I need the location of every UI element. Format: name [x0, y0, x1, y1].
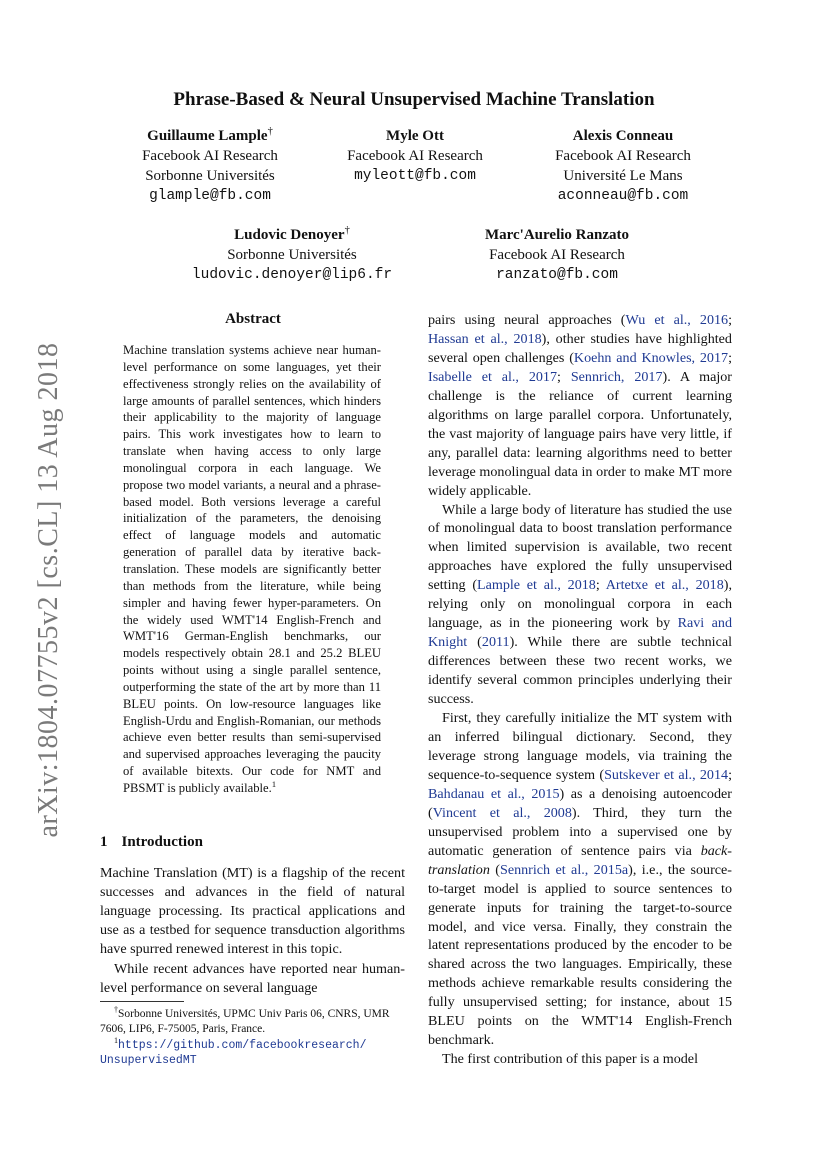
author-block [90, 126, 330, 206]
abstract-body: Machine translation systems achieve near human-level performance on some languages, yet their effectiveness strongly relies on the availability of large amounts of parallel sentences, which hinders their applicability to the majority of language pairs. This work investigates how to learn to translate when having access to only large monolingual corpora in each language. We propose two model variants, a neural and a phrase-based model. Both versions leverage a careful initialization of the parameters, the denoising effect of language models and automatic generation of parallel data by iterative back-translation. These models are significantly better than methods from the literature, while being simpler and having fewer hyper-parameters. On the widely used WMT'14 English-French and WMT'16 German-English benchmarks, our models respectively obtain 28.1 and 25.2 BLEU points without using a single parallel sentence, outperforming the state of the art by more than 11 BLEU points. On low-resource languages like English-Urdu and English-Romanian, our methods achieve even better results than semi-supervised and supervised approaches leveraging the paucity of available bitexts. Our code for NMT and PBSMT is publicly available. [123, 343, 381, 795]
citation-link[interactable]: Artetxe et al., 2018 [605, 577, 724, 594]
author-affiliation: Facebook AI Research [489, 247, 625, 263]
citation-link[interactable]: Isabelle et al., 2017 [428, 368, 558, 385]
citation-link[interactable]: Sennrich et al., 2015a [499, 861, 629, 878]
body-text: First, they carefully initialize the MT system with an inferred bilingual dictionary. Second, they leverage strong language models, via training the sequence-to-sequence system ( [428, 710, 732, 783]
author-block [503, 126, 743, 206]
intro-paragraph: Machine Translation (MT) is a flagship of the recent successes and advances in the field of natural language processing. Its practical applications and use as a testbed for sequence transduction algorithms have spurred renewed interest in this topic. [100, 865, 405, 957]
author-block [295, 126, 535, 186]
body-text: ). While there are subtle technical differences between these two recent works, we identify several common principles underlying their success. [428, 634, 733, 708]
author-affiliation: Université Le Mans [563, 168, 683, 184]
footnote-link[interactable]: https://github.com/facebookresearch/ [118, 1039, 367, 1052]
author-email[interactable]: myleott@fb.com [354, 168, 476, 184]
footnote-rule [100, 1001, 184, 1002]
body-paragraph: The first contribution of this paper is a model [442, 1051, 698, 1068]
author-mark: † [344, 225, 350, 236]
intro-paragraph [100, 960, 405, 998]
abstract-text [123, 342, 381, 797]
author-email[interactable]: aconneau@fb.com [557, 188, 689, 204]
citation-year-link[interactable]: 2011 [481, 634, 510, 651]
author-name: Alexis Conneau [572, 128, 674, 144]
body-text: ). Third, they turn the unsupervised problem into a supervised one by automatic generation of sentence pairs via [428, 804, 732, 859]
footnote-link[interactable]: UnsupervisedMT [100, 1054, 197, 1067]
body-text: ) as a denoising autoencoder ( [428, 785, 732, 821]
section-number: 1 [100, 834, 108, 850]
section-title: Introduction [121, 834, 203, 850]
author-email[interactable]: glample@fb.com [149, 188, 271, 204]
author-affiliation: Sorbonne Universités [227, 247, 357, 263]
author-name: Guillaume Lample [147, 128, 268, 144]
citation-link[interactable]: Hassan et al., 2018 [428, 330, 542, 347]
footnote-text: Sorbonne Universités, UPMC Univ Paris 06, CNRS, UMR 7606, LIP6, F-75005, Paris, France. [100, 1008, 390, 1035]
body-column-right [428, 311, 732, 1069]
body-text: While a large body of literature has studied the use of monolingual data to boost translation performance when limited supervision is available, two recent approaches have explored the fully unsupervised setting ( [428, 501, 732, 594]
author-name: Myle Ott [386, 128, 444, 144]
body-paragraph: pairs using neural approaches (Wu et al., 2016; Hassan et al., 2018), other studies have highlighted several open challenges (Koehn and Knowles, 2017; Isabelle et al., 2017; Sennrich, 2017). A major challenge is the reliance of current learning algorithms on large parallel corpora. Unfortunately, the vast majority of language pairs have very little, if any, parallel data: learning algorithms need to better leverage monolingual data in order to make MT more widely applicable. [428, 312, 733, 499]
footnote [100, 1007, 405, 1037]
author-affiliation: Sorbonne Universités [145, 168, 275, 184]
section-heading [100, 834, 203, 851]
citation-link[interactable]: Koehn and Knowles, 2017 [573, 349, 729, 366]
body-paragraph: While a large body of literature has studied the use of monolingual data to boost translation performance when limited supervision is available, two recent approaches have explored the fully unsupervised setting (Lample et al., 2018; Artetxe et al., 2018), relying only on monolingual corpora in each language, as in the pioneering work by Ravi and Knight (2011). While there are subtle technical differences between these two recent works, we identify several common principles underlying their success. [428, 501, 733, 708]
emphasis-term: back-translation [428, 842, 732, 878]
body-text: ), relying only on monolingual corpora in each language, as in the pioneering work by [428, 577, 732, 632]
arxiv-stamp: arXiv:1804.07755v2 [cs.CL] 13 Aug 2018 [33, 342, 64, 838]
abstract-heading: Abstract [225, 311, 281, 327]
body-text: pairs using neural approaches ( [428, 312, 626, 328]
citation-link[interactable]: Sutskever et al., 2014 [604, 766, 729, 783]
author-email[interactable]: ludovic.denoyer@lip6.fr [191, 267, 393, 283]
citation-link[interactable]: Wu et al., 2016 [625, 312, 729, 328]
body-paragraph: First, they carefully initialize the MT system with an inferred bilingual dictionary. Second, they leverage strong language models, via training the sequence-to-sequence system (Sutskever et al., 2014; Bahdanau et al., 2015) as a denoising autoencoder (Vincent et al., 2008). Third, they turn the unsupervised problem into a supervised one by automatic generation of sentence pairs via back-translation (Sennrich et al., 2015a), i.e., the source-to-target model is applied to source sentences to generate inputs for training the target-to-source model, and vice versa. Finally, they constrain the latent representations produced by the encoder to be shared across the two languages. Empirically, these methods achieve remarkable results considering the fully unsupervised setting; for instance, about 15 BLEU points on the WMT'14 English-French benchmark. [428, 710, 732, 1049]
author-email[interactable]: ranzato@fb.com [496, 267, 618, 283]
author-block [157, 225, 427, 285]
citation-link[interactable]: Sennrich, 2017 [570, 368, 663, 385]
footnote-ref[interactable]: 1 [271, 778, 277, 789]
citation-link[interactable]: Bahdanau et al., 2015 [428, 785, 560, 802]
footnote-mark: † [114, 1005, 119, 1015]
author-mark: † [267, 126, 273, 137]
citation-link[interactable]: Ravi and Knight [428, 615, 732, 651]
body-text: ), other studies have highlighted several open challenges ( [428, 330, 732, 366]
author-block [427, 225, 687, 285]
author-affiliation: Facebook AI Research [347, 148, 483, 164]
intro-paragraph-text: While recent advances have reported near human-level performance on several language [100, 961, 405, 996]
body-text: ). A major challenge is the reliance of current learning algorithms on large parallel corpora. Unfortunately, the vast majority of language pairs have very little, if any, parallel data: learning algorithms need to better leverage monolingual data in order to make MT more widely applicable. [428, 368, 732, 499]
footnote [100, 1038, 405, 1068]
author-name: Marc'Aurelio Ranzato [484, 227, 629, 243]
author-affiliation: Facebook AI Research [555, 148, 691, 164]
citation-link[interactable]: Lample et al., 2018 [477, 577, 596, 594]
body-text: ), i.e., the source-to-target model is applied to source sentences to generate inputs for training the target-to-source model, and vice versa. Finally, they constrain the latent representations produced by the encoder to be shared across the two languages. Empirically, these methods achieve remarkable results considering the fully unsupervised setting; for instance, about 15 BLEU points on the WMT'14 English-French benchmark. [428, 861, 732, 1049]
author-affiliation: Facebook AI Research [142, 148, 278, 164]
paper-title: Phrase-Based & Neural Unsupervised Machine Translation [173, 89, 655, 110]
footnote-mark: 1 [114, 1036, 119, 1046]
citation-link[interactable]: Vincent et al., 2008 [432, 804, 572, 821]
author-name: Ludovic Denoyer [234, 227, 345, 243]
